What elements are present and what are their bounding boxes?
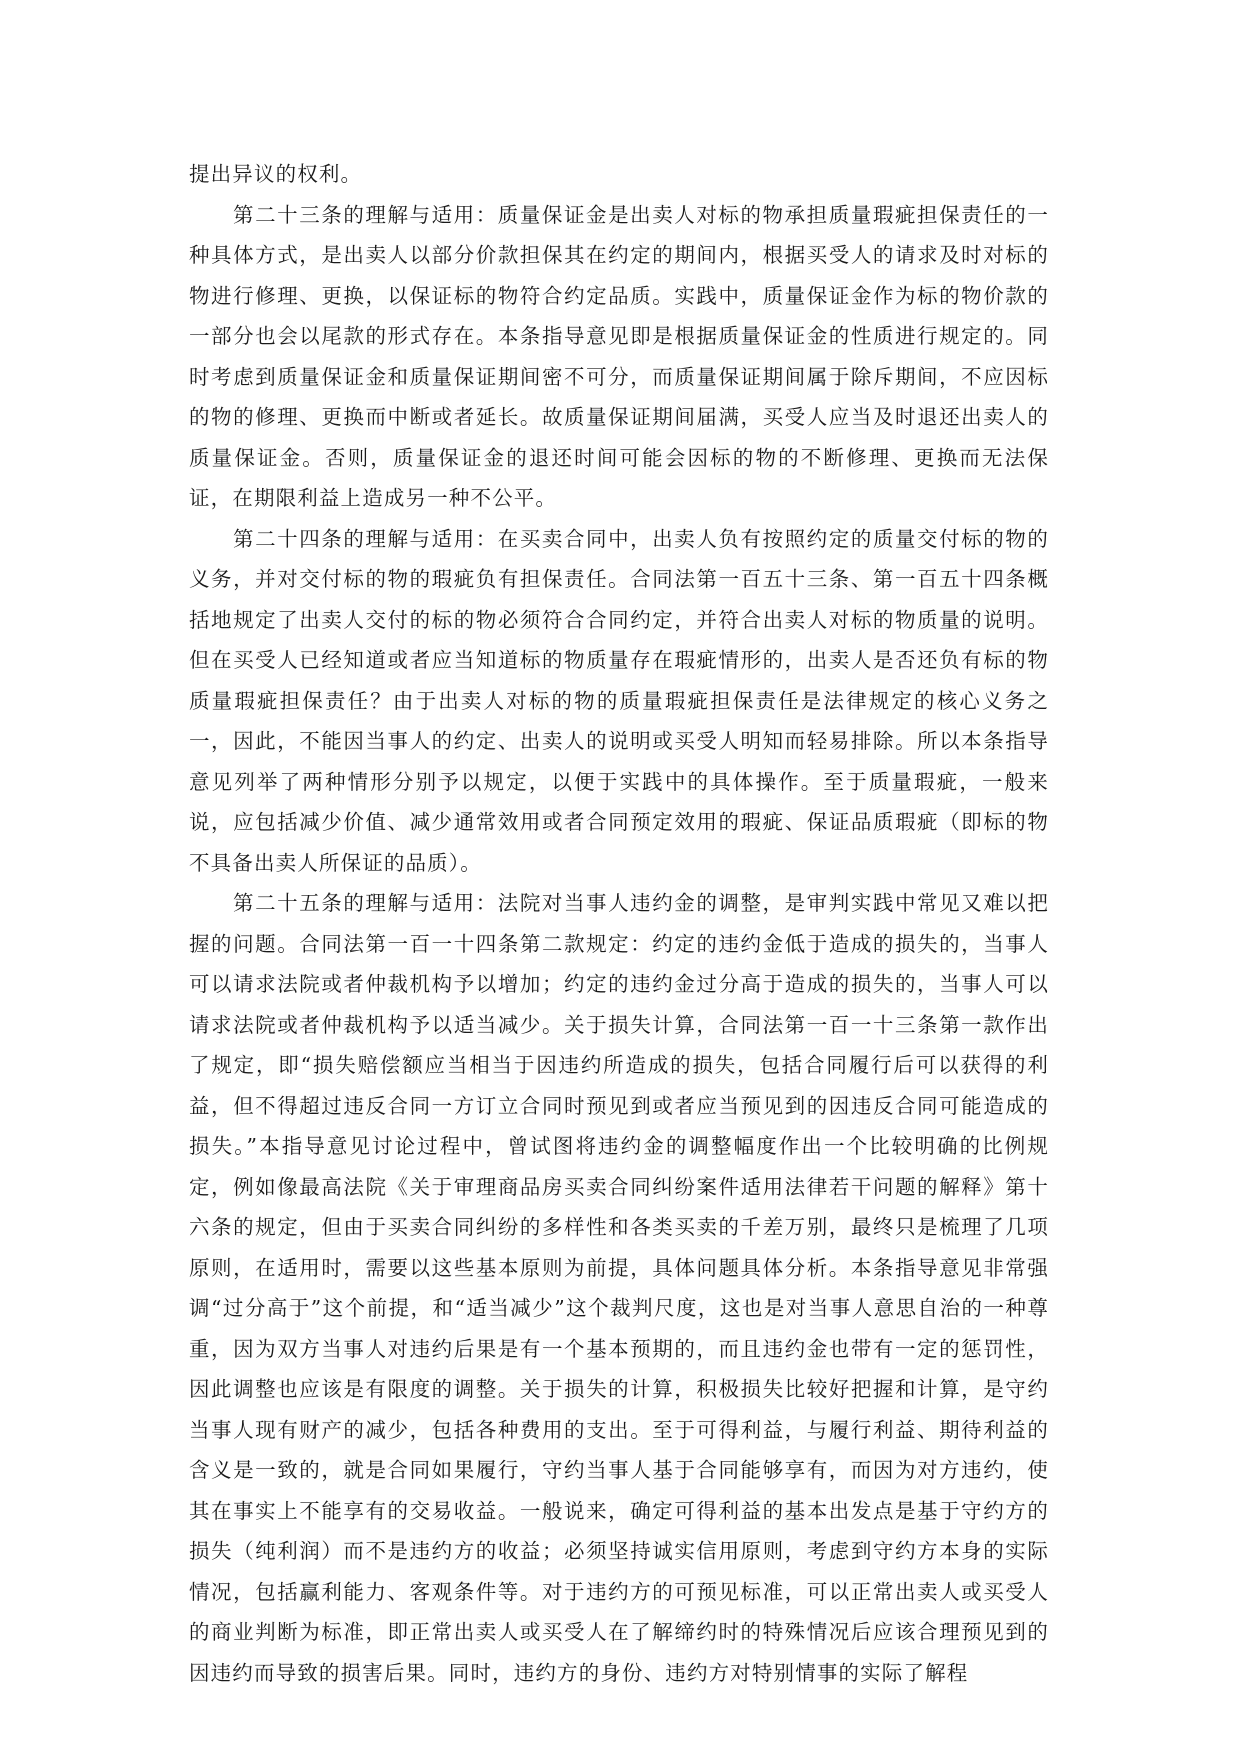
paragraph-article-23: 第二十三条的理解与适用：质量保证金是出卖人对标的物承担质量瑕疵担保责任的一种具体方式，是出卖人以部分价款担保其在约定的期间内，根据买受人的请求及时对标的物进行修理、更换，以保证标的物符合约定品质。实践中，质量保证金作为标的物价款的一部分也会以尾款的形式存在。本条指导意见即是根据质量保证金的性质进行规定的。同时考虑到质量保证金和质量保证期间密不可分，而质量保证期间属于除斥期间，不应因标的物的修理、更换而中断或者延长。故质量保证期间届满，买受人应当及时退还出卖人的质量保证金。否则，质量保证金的退还时间可能会因标的物的不断修理、更换而无法保证，在期限利益上造成另一种不公平。 [189,202,1049,510]
document-body [189,154,1049,1693]
paragraph-continuation: 提出异议的权利。 [189,162,363,186]
paragraph-article-25: 第二十五条的理解与适用：法院对当事人违约金的调整，是审判实践中常见又难以把握的问题。合同法第一百一十四条第二款规定：约定的违约金低于造成的损失的，当事人可以请求法院或者仲裁机构予以增加；约定的违约金过分高于造成的损失的，当事人可以请求法院或者仲裁机构予以适当减少。关于损失计算，合同法第一百一十三条第一款作出了规定，即“损失赔偿额应当相当于因违约所造成的损失，包括合同履行后可以获得的利益，但不得超过违反合同一方订立合同时预见到或者应当预见到的因违反合同可能造成的损失。”本指导意见讨论过程中，曾试图将违约金的调整幅度作出一个比较明确的比例规定，例如像最高法院《关于审理商品房买卖合同纠纷案件适用法律若干问题的解释》第十六条的规定，但由于买卖合同纠纷的多样性和各类买卖的千差万别，最终只是梳理了几项原则，在适用时，需要以这些基本原则为前提，具体问题具体分析。本条指导意见非常强调“过分高于”这个前提，和“适当减少”这个裁判尺度，这也是对当事人意思自治的一种尊重，因为双方当事人对违约后果是有一个基本预期的，而且违约金也带有一定的惩罚性，因此调整也应该是有限度的调整。关于损失的计算，积极损失比较好把握和计算，是守约当事人现有财产的减少，包括各种费用的支出。至于可得利益，与履行利益、期待利益的含义是一致的，就是合同如果履行，守约当事人基于合同能够享有，而因为对方违约，使其在事实上不能享有的交易收益。一般说来，确定可得利益的基本出发点是基于守约方的损失（纯利润）而不是违约方的收益；必须坚持诚实信用原则，考虑到守约方本身的实际情况，包括赢利能力、客观条件等。对于违约方的可预见标准，可以正常出卖人或买受人的商业判断为标准，即正常出卖人或买受人在了解缔约时的特殊情况后应该合理预见到的因违约而导致的损害后果。同时，违约方的身份、违约方对特别情事的实际了解程 [189,891,1049,1685]
paragraph-article-24: 第二十四条的理解与适用：在买卖合同中，出卖人负有按照约定的质量交付标的物的义务，并对交付标的物的瑕疵负有担保责任。合同法第一百五十三条、第一百五十四条概括地规定了出卖人交付的标的物必须符合合同约定，并符合出卖人对标的物质量的说明。但在买受人已经知道或者应当知道标的物质量存在瑕疵情形的，出卖人是否还负有标的物质量瑕疵担保责任？由于出卖人对标的物的质量瑕疵担保责任是法律规定的核心义务之一，因此，不能因当事人的约定、出卖人的说明或买受人明知而轻易排除。所以本条指导意见列举了两种情形分别予以规定，以便于实践中的具体操作。至于质量瑕疵，一般来说，应包括减少价值、减少通常效用或者合同预定效用的瑕疵、保证品质瑕疵（即标的物不具备出卖人所保证的品质）。 [189,526,1049,875]
